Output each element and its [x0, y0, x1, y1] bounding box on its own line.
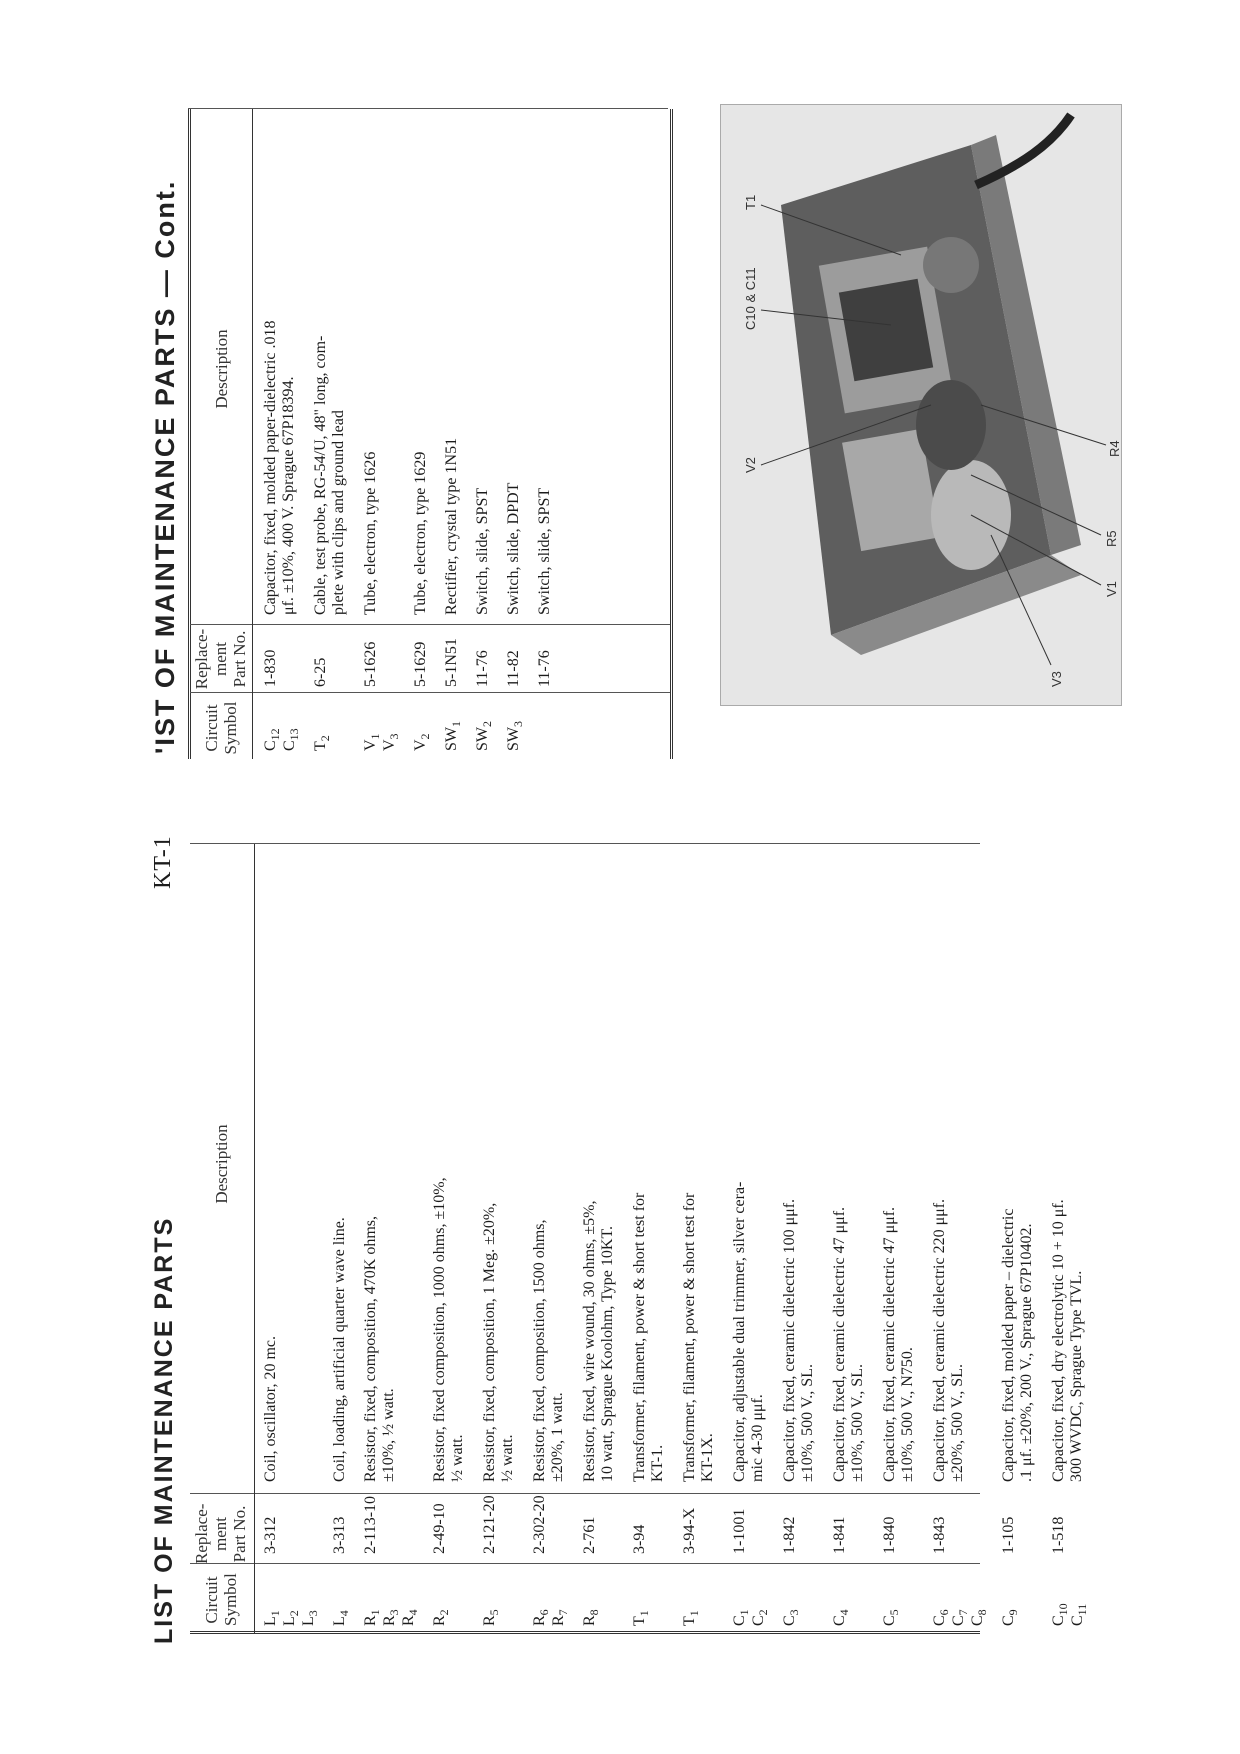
part-description: Tube, electron, type 1629 [412, 451, 429, 615]
part-description: Transformer, filament, power & short test for KT-1. [631, 1192, 666, 1482]
right-parts-table [188, 99, 688, 759]
callout-t1: T1 [743, 194, 758, 210]
circuit-symbol: $L_1$ $L_2$ $L_3$ [262, 1610, 321, 1626]
part-description: Capacitor, fixed, ceramic dielectric 220 μμf. ±20%, 500 V., SL. [931, 1198, 966, 1482]
table-row [431, 844, 481, 1634]
table-row [631, 844, 681, 1634]
callout-v1: V1 [1104, 581, 1119, 597]
part-description: Cable, test probe, RG-54/U, 48" long, com- plete with clips and ground lead [312, 335, 347, 615]
part-description: Resistor, fixed, composition, 1 Meg. ±20%, ½ watt. [481, 1202, 516, 1482]
part-description: Capacitor, fixed, ceramic dielectric 100 μμf. ±10%, 500 V., SL. [781, 1198, 816, 1482]
part-description: Capacitor, fixed, ceramic dielectric 47 μμf. ±10%, 500 V., SL. [831, 1206, 866, 1482]
part-number: 1-518 [1050, 1516, 1067, 1554]
part-description: Resistor, fixed, wire wound, 30 ohms, ±5%, 10 watt, Sprague Koolohm, Type 10KT. [581, 1200, 616, 1482]
part-number: 5-1626 [362, 641, 379, 687]
table-row [931, 844, 1000, 1634]
part-description: Capacitor, fixed, molded paper – dielectric .1 μf. ±20%, 200 V., Sprague 67P10402. [1000, 1208, 1035, 1482]
callout-r5: R5 [1104, 530, 1119, 547]
part-description: Tube, electron, type 1626 [362, 451, 379, 615]
table-row [262, 109, 312, 759]
table-row [362, 844, 431, 1634]
part-number: 3-312 [262, 1516, 279, 1554]
part-number: 3-313 [331, 1516, 348, 1554]
table-row [831, 844, 881, 1634]
circuit-symbol: $C_3$ [781, 1609, 802, 1626]
part-description: Transformer, filament, power & short test for KT-1X. [681, 1192, 716, 1482]
table-row [536, 109, 567, 759]
part-number: 2-49-10 [431, 1503, 448, 1554]
table-row [531, 844, 581, 1634]
part-number: 1-841 [831, 1516, 848, 1554]
table-row [1050, 844, 1100, 1634]
part-number: 2-302-20 [531, 1495, 548, 1554]
table-row [312, 109, 362, 759]
part-number: 3-94 [631, 1524, 648, 1554]
table-row [505, 109, 536, 759]
circuit-symbol: $R_6$ $R_7$ [531, 1609, 571, 1626]
part-description: Switch, slide, DPDT [505, 482, 522, 615]
part-number: 3-94-X [681, 1507, 698, 1554]
circuit-symbol: $SW_1$ [443, 721, 464, 751]
part-description: Resistor, fixed composition, 1000 ohms, ±10%, ½ watt. [431, 1177, 466, 1482]
circuit-symbol: $C_5$ [881, 1609, 902, 1626]
left-header-description: Description [212, 1124, 231, 1204]
part-number: 6-25 [312, 657, 329, 687]
part-number: 1-105 [1000, 1516, 1017, 1554]
left-page-title: LIST OF MAINTENANCE PARTS [150, 1216, 178, 1644]
part-description: Coil, oscillator, 20 mc. [262, 1335, 279, 1482]
circuit-symbol: $V_1$ $V_3$ [362, 733, 402, 751]
instrument-photo-drawing [721, 105, 1121, 705]
circuit-symbol: $C_4$ [831, 1609, 852, 1626]
part-description: Resistor, fixed, composition, 470K ohms, ±10%, ½ watt. [362, 1215, 397, 1482]
part-description: Rectifier, crystal type 1N51 [443, 437, 460, 615]
table-row [443, 109, 474, 759]
circuit-symbol: $C_1$ $C_2$ [731, 1609, 771, 1626]
table-row [262, 844, 331, 1634]
circuit-symbol: $R_2$ [431, 1609, 452, 1626]
part-number: 5-1629 [412, 641, 429, 687]
left-header-symbol: Circuit Symbol [202, 1573, 240, 1626]
circuit-symbol: $C_{12}$ $C_{13}$ [262, 728, 302, 751]
table-row [474, 109, 505, 759]
callout-r4: R4 [1107, 440, 1121, 457]
circuit-symbol: $T_1$ [631, 1610, 652, 1626]
instrument-photo [720, 104, 1122, 706]
part-number: 2-113-10 [362, 1495, 379, 1554]
part-number: 5-1N51 [443, 638, 460, 687]
circuit-symbol: $SW_2$ [474, 721, 495, 751]
table-row [781, 844, 831, 1634]
part-number: 1-842 [781, 1516, 798, 1554]
part-description: Switch, slide, SPST [474, 487, 491, 615]
circuit-symbol: $C_9$ [1000, 1609, 1021, 1626]
part-description: Resistor, fixed, composition, 1500 ohms, ±20%, 1 watt. [531, 1219, 566, 1482]
table-row [581, 844, 631, 1634]
part-number: 11-76 [536, 650, 553, 687]
circuit-symbol: $T_2$ [312, 735, 333, 751]
part-number: 11-82 [505, 650, 522, 687]
circuit-symbol: $T_1$ [681, 1610, 702, 1626]
table-row [412, 109, 443, 759]
part-number: 1-830 [262, 649, 279, 687]
circuit-symbol: $R_8$ [581, 1609, 602, 1626]
circuit-symbol: $R_1$ $R_3$ $R_4$ [362, 1609, 421, 1626]
table-row [331, 844, 362, 1634]
part-number: 11-76 [474, 650, 491, 687]
table-row [481, 844, 531, 1634]
circuit-symbol: $V_2$ [412, 733, 433, 751]
circuit-symbol: $C_{10}$ $C_{11}$ [1050, 1603, 1090, 1626]
left-header-part: Replace- ment Part No. [192, 1503, 249, 1564]
table-row [731, 844, 781, 1634]
part-description: Capacitor, adjustable dual trimmer, silver cera- mic 4-30 μμf. [731, 1181, 766, 1482]
table-row [362, 109, 412, 759]
circuit-symbol: $C_6$ $C_7$ $C_8$ [931, 1609, 990, 1626]
right-page-title: 'IST OF MAINTENANCE PARTS — Cont. [150, 179, 180, 754]
table-row [1000, 844, 1050, 1634]
part-description: Switch, slide, SPST [536, 487, 553, 615]
right-header-symbol: Circuit Symbol [202, 701, 240, 755]
right-header-part: Replace- ment Part No. [192, 628, 249, 690]
model-label: KT-1 [150, 835, 176, 889]
circuit-symbol: $R_5$ [481, 1609, 502, 1626]
part-description: Capacitor, fixed, ceramic dielectric 47 μμf. ±10%, 500 V., N750. [881, 1206, 916, 1482]
part-number: 2-761 [581, 1516, 598, 1554]
part-description: Capacitor, fixed, molded paper-dielectric .018 μf. ±10%, 400 V. Sprague 67P18394. [262, 320, 297, 615]
part-description: Coil, loading, artificial quarter wave line. [331, 1217, 348, 1482]
circuit-symbol: $SW_3$ [505, 721, 526, 751]
part-number: 1-843 [931, 1516, 948, 1554]
part-number: 2-121-20 [481, 1495, 498, 1554]
table-row [881, 844, 931, 1634]
callout-v2: V2 [743, 457, 758, 473]
table-row [681, 844, 731, 1634]
callout-v3: V3 [1049, 671, 1064, 687]
callout-c10-c11: C10 & C11 [743, 267, 758, 330]
circuit-symbol: $L_4$ [331, 1610, 352, 1626]
right-header-description: Description [212, 329, 231, 409]
part-number: 1-1001 [731, 1508, 748, 1554]
part-description: Capacitor, fixed, dry electrolytic 10 + 10 μf. 300 WVDC, Sprague Type TVL. [1050, 1199, 1085, 1482]
part-number: 1-840 [881, 1516, 898, 1554]
